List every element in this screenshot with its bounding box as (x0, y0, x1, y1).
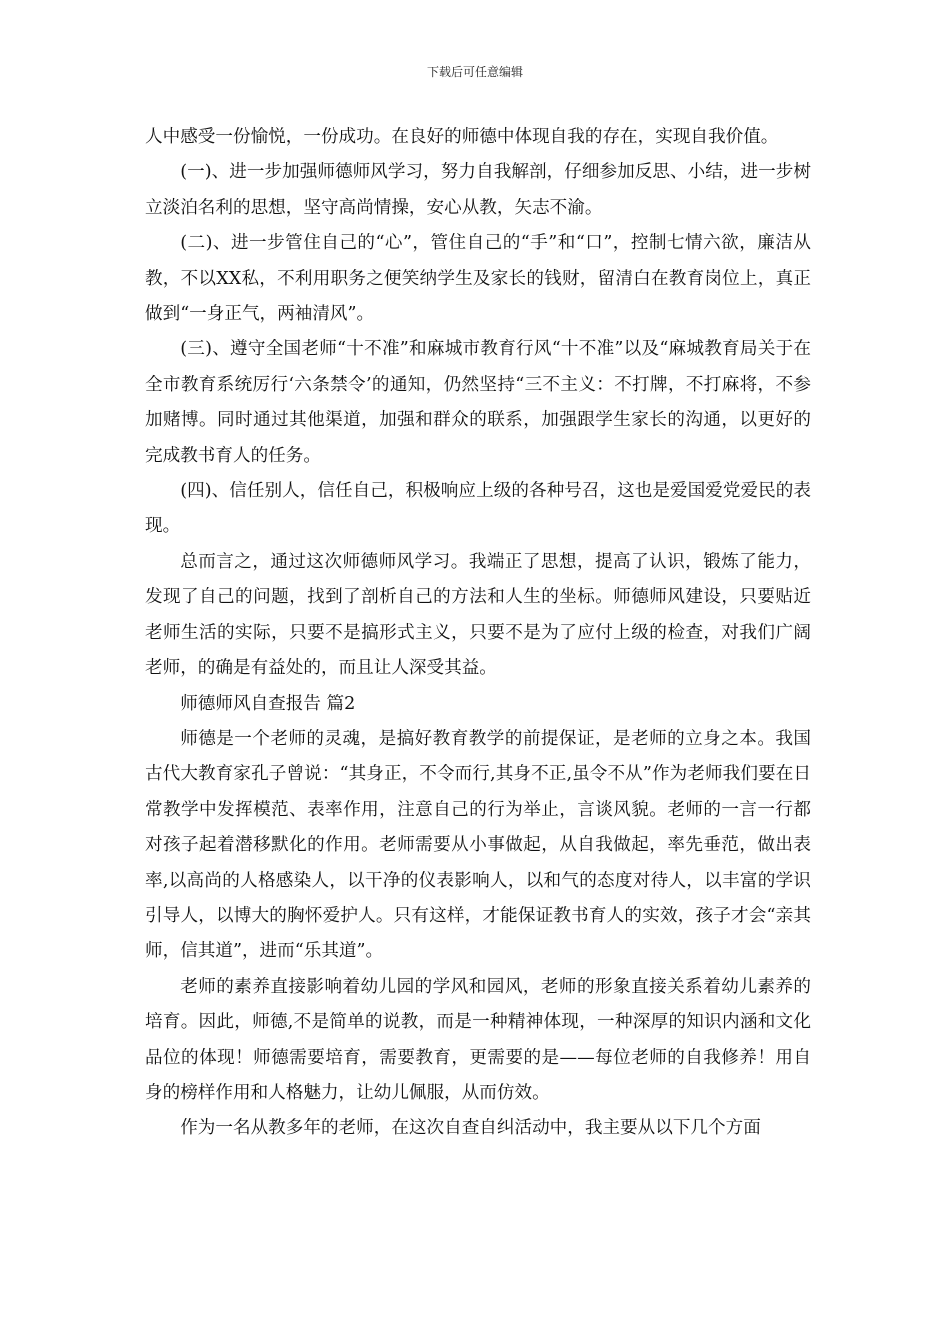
paragraph-body-1: 师德是一个老师的灵魂，是搞好教育教学的前提保证，是老师的立身之本。我国古代大教育家孔子曾说：“其身正，不令而行,其身不正,虽令不从”作为老师我们要在日常教学中发挥模范、表率作用，注意自己的行为举止，言谈风貌。老师的一言一行都对孩子起着潜移默化的作用。老师需要从小事做起，从自我做起，率先垂范，做出表率,以高尚的人格感染人，以干净的仪表影响人，以和气的态度对待人，以丰富的学识引导人，以博大的胸怀爱护人。只有这样，才能保证教书育人的实效，孩子才会“亲其师，信其道”，进而“乐其道”。 (145, 728, 811, 962)
paragraph-body-3: 作为一名从教多年的老师，在这次自查自纠活动中，我主要从以下几个方面 (180, 1118, 761, 1139)
paragraph-item-1: (一)、进一步加强师德师风学习，努力自我解剖，仔细参加反思、小结，进一步树立淡泊名利的思想，坚守高尚情操，安心从教，矢志不渝。 (145, 162, 811, 218)
paragraph-continuation: 人中感受一份愉悦，一份成功。在良好的师德中体现自我的存在，实现自我价值。 (145, 127, 779, 147)
paragraph-item-2: (二)、进一步管住自己的“心”，管住自己的“手”和“口”，控制七情六欲，廉洁从教，不以XX私，不利用职务之便笑纳学生及家长的钱财，留清白在教育岗位上，真正做到“一身正气，两袖清风”。 (145, 233, 811, 325)
paragraph-body-2: 老师的素养直接影响着幼儿园的学风和园风，老师的形象直接关系着幼儿素养的培育。因此，师德,不是简单的说教，而是一种精神体现，一种深厚的知识内涵和文化品位的体现！师德需要培育，需要教育，更需要的是——每位老师的自我修养！用自身的榜样作用和人格魅力，让幼儿佩服，从而仿效。 (145, 976, 811, 1103)
paragraph-item-4: (四)、信任别人，信任自己，积极响应上级的各种号召，这也是爱国爱党爱民的表现。 (145, 481, 811, 537)
section-title: 师德师风自查报告 篇2 (180, 693, 356, 714)
document-body (145, 120, 811, 1147)
paragraph-summary: 总而言之，通过这次师德师风学习。我端正了思想，提高了认识，锻炼了能力，发现了自己的问题，找到了剖析自己的方法和人生的坐标。师德师风建设，只要贴近老师生活的实际，只要不是搞形式主义，只要不是为了应付上级的检查，对我们广阔老师，的确是有益处的，而且让人深受其益。 (145, 551, 811, 679)
page-header: 下载后可任意编辑 (426, 65, 523, 79)
paragraph-item-3: (三)、遵守全国老师“十不准”和麻城市教育行风“十不准”以及“麻城教育局关于在全市教育系统厉行‘六条禁令’的通知，仍然坚持“三不主义：不打牌，不打麻将，不参加赌博。同时通过其他渠道，加强和群众的联系，加强跟学生家长的沟通，以更好的完成教书育人的任务。 (145, 339, 811, 466)
